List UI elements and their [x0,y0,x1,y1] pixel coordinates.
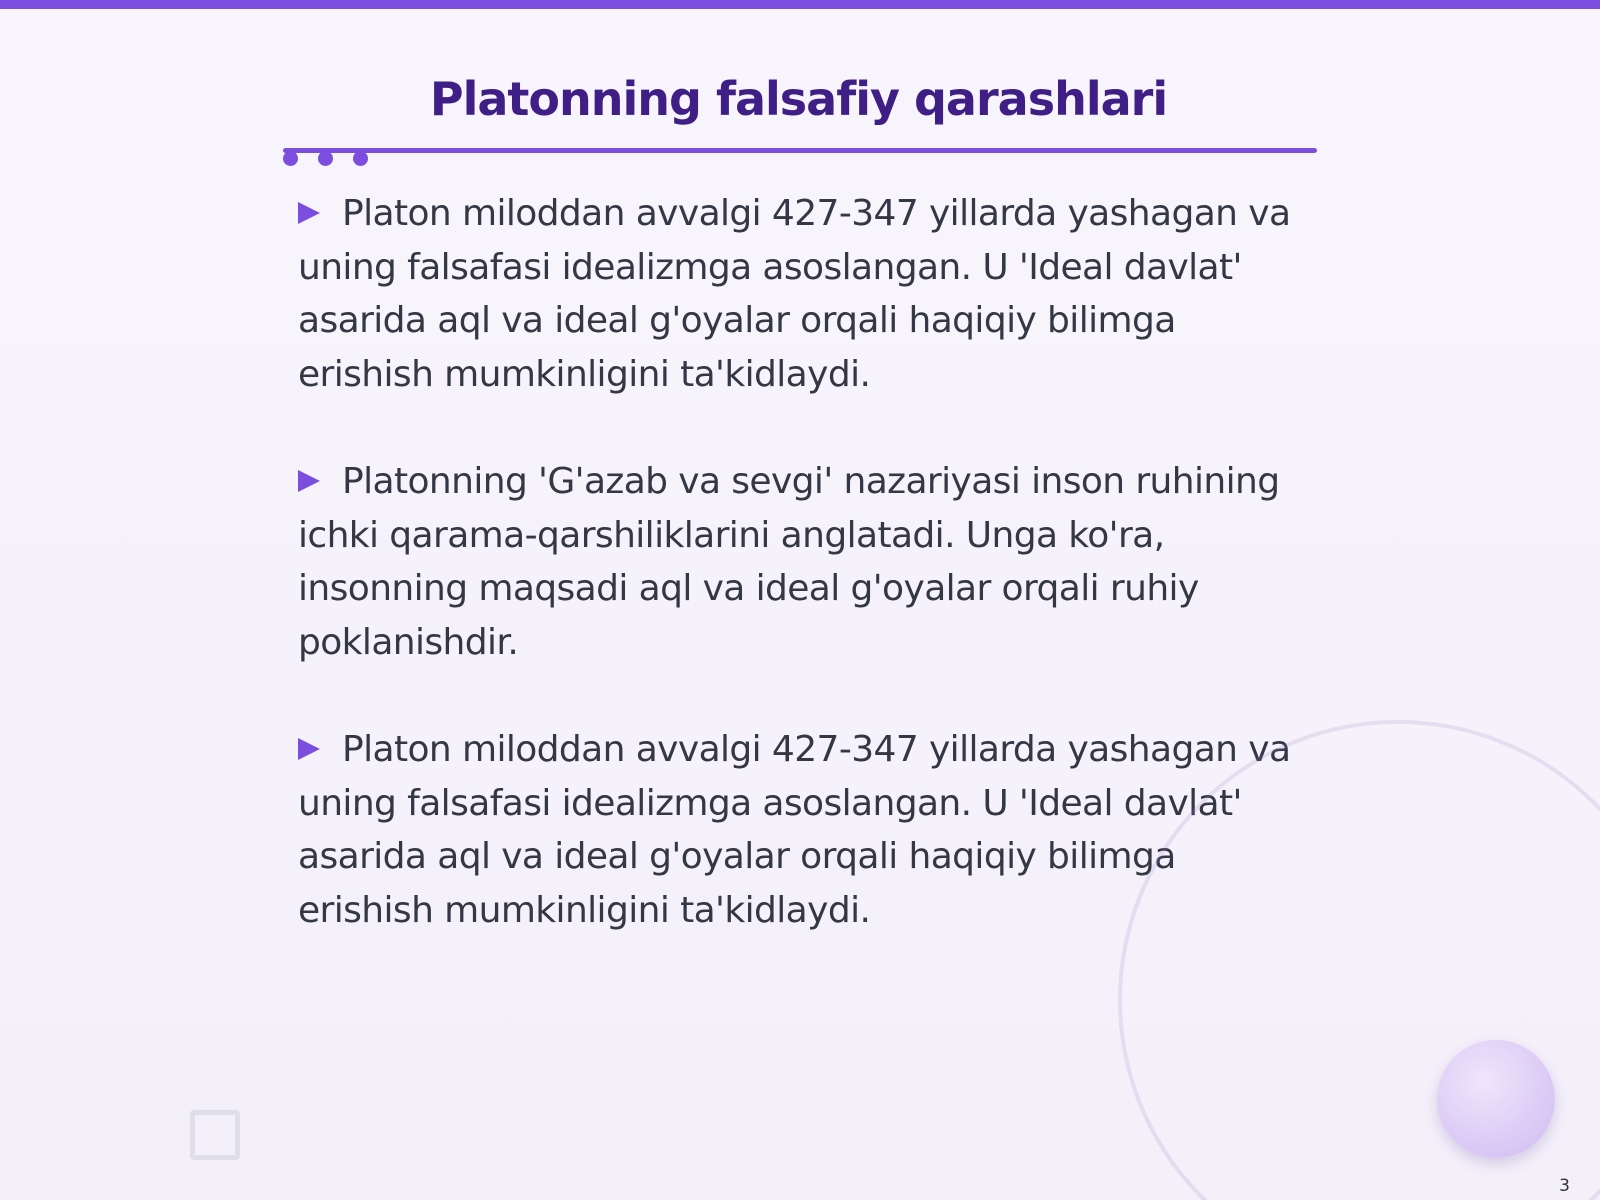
triangle-right-icon [298,202,320,224]
decorative-dot [353,151,368,166]
slide-title: Platonning falsafiy qarashlari [429,72,1168,126]
decorative-dot [318,151,333,166]
bullet-item [298,187,1318,401]
triangle-right-icon [298,738,320,760]
top-accent-bar [0,0,1600,9]
bullet-text: Platon miloddan avvalgi 427-347 yillarda yashagan va uning falsafasi idealizmga asoslangan. U 'Ideal davlat' asarida aql va ideal g'oyalar orqali haqiqiy bilimga erishish mumkinligini ta'kidlaydi. [298,193,1291,395]
bullet-item [298,455,1318,669]
decorative-square [190,1110,240,1160]
title-underline [283,148,1317,153]
triangle-right-icon [298,470,320,492]
bullet-text: Platon miloddan avvalgi 427-347 yillarda yashagan va uning falsafasi idealizmga asoslangan. U 'Ideal davlat' asarida aql va ideal g'oyalar orqali haqiqiy bilimga erishish mumkinligini ta'kidlaydi. [298,729,1291,931]
decorative-dot [283,151,298,166]
page-number: 3 [1559,1176,1570,1196]
decorative-circle [1437,1040,1555,1158]
bullet-text: Platonning 'G'azab va sevgi' nazariyasi inson ruhining ichki qarama-qarshiliklarini anglatadi. Unga ko'ra, insonning maqsadi aql va ideal g'oyalar orqali ruhiy poklanishdir. [298,461,1280,663]
